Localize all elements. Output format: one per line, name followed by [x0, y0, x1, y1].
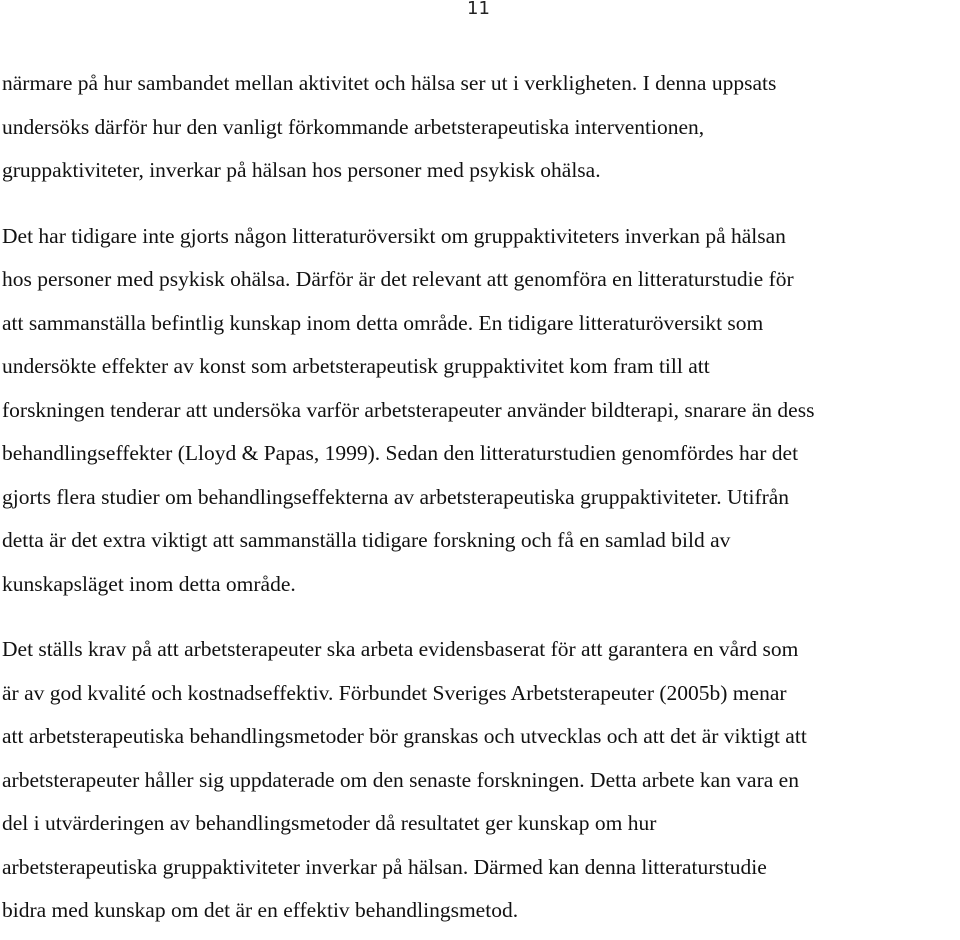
text-line: detta är det extra viktigt att sammanställa tidigare forskning och få en samlad bild av: [2, 528, 731, 552]
text-line: bidra med kunskap om det är en effektiv behandlingsmetod.: [2, 898, 519, 922]
text-line: att arbetsterapeutiska behandlingsmetoder bör granskas och utvecklas och att det är viktigt att: [2, 724, 807, 748]
paragraph-2: [2, 215, 958, 607]
text-line: hos personer med psykisk ohälsa. Därför är det relevant att genomföra en litteraturstudie för: [2, 267, 794, 291]
paragraph-1: [2, 62, 958, 193]
text-line: Det ställs krav på att arbetsterapeuter ska arbeta evidensbaserat för att garantera en vård som: [2, 637, 799, 661]
text-line: forskningen tenderar att undersöka varför arbetsterapeuter använder bildterapi, snarare än dess: [2, 397, 815, 422]
page-number: 11: [467, 0, 490, 19]
text-line: närmare på hur sambandet mellan aktivitet och hälsa ser ut i verkligheten. I denna uppsats: [2, 71, 777, 95]
text-line: kunskapsläget inom detta område.: [2, 571, 296, 596]
text-line: Det har tidigare inte gjorts någon litteraturöversikt om gruppaktiviteters inverkan på hälsan: [2, 223, 786, 248]
text-line: är av god kvalité och kostnadseffektiv. Förbundet Sveriges Arbetsterapeuter (2005b) menar: [2, 680, 787, 705]
text-line: del i utvärderingen av behandlingsmetoder då resultatet ger kunskap om hur: [2, 811, 657, 835]
body-text: [2, 62, 958, 933]
paragraph-3: [2, 628, 958, 933]
text-line: undersöks därför hur den vanligt förkommande arbetsterapeutiska interventionen,: [2, 114, 705, 139]
text-line: att sammanställa befintlig kunskap inom detta område. En tidigare litteraturöversikt som: [2, 310, 764, 335]
text-line: gruppaktiviteter, inverkar på hälsan hos personer med psykisk ohälsa.: [2, 158, 601, 182]
text-line: undersökte effekter av konst som arbetsterapeutisk gruppaktivitet kom fram till att: [2, 354, 710, 378]
text-line: gjorts flera studier om behandlingseffekterna av arbetsterapeutiska gruppaktiviteter. Utifrån: [2, 484, 790, 509]
text-line: arbetsterapeutiska gruppaktiviteter inverkar på hälsan. Därmed kan denna litteraturstudie: [2, 854, 767, 879]
text-line: behandlingseffekter (Lloyd & Papas, 1999). Sedan den litteraturstudien genomfördes har det: [2, 441, 799, 465]
text-line: arbetsterapeuter håller sig uppdaterade om den senaste forskningen. Detta arbete kan vara en: [2, 767, 799, 792]
